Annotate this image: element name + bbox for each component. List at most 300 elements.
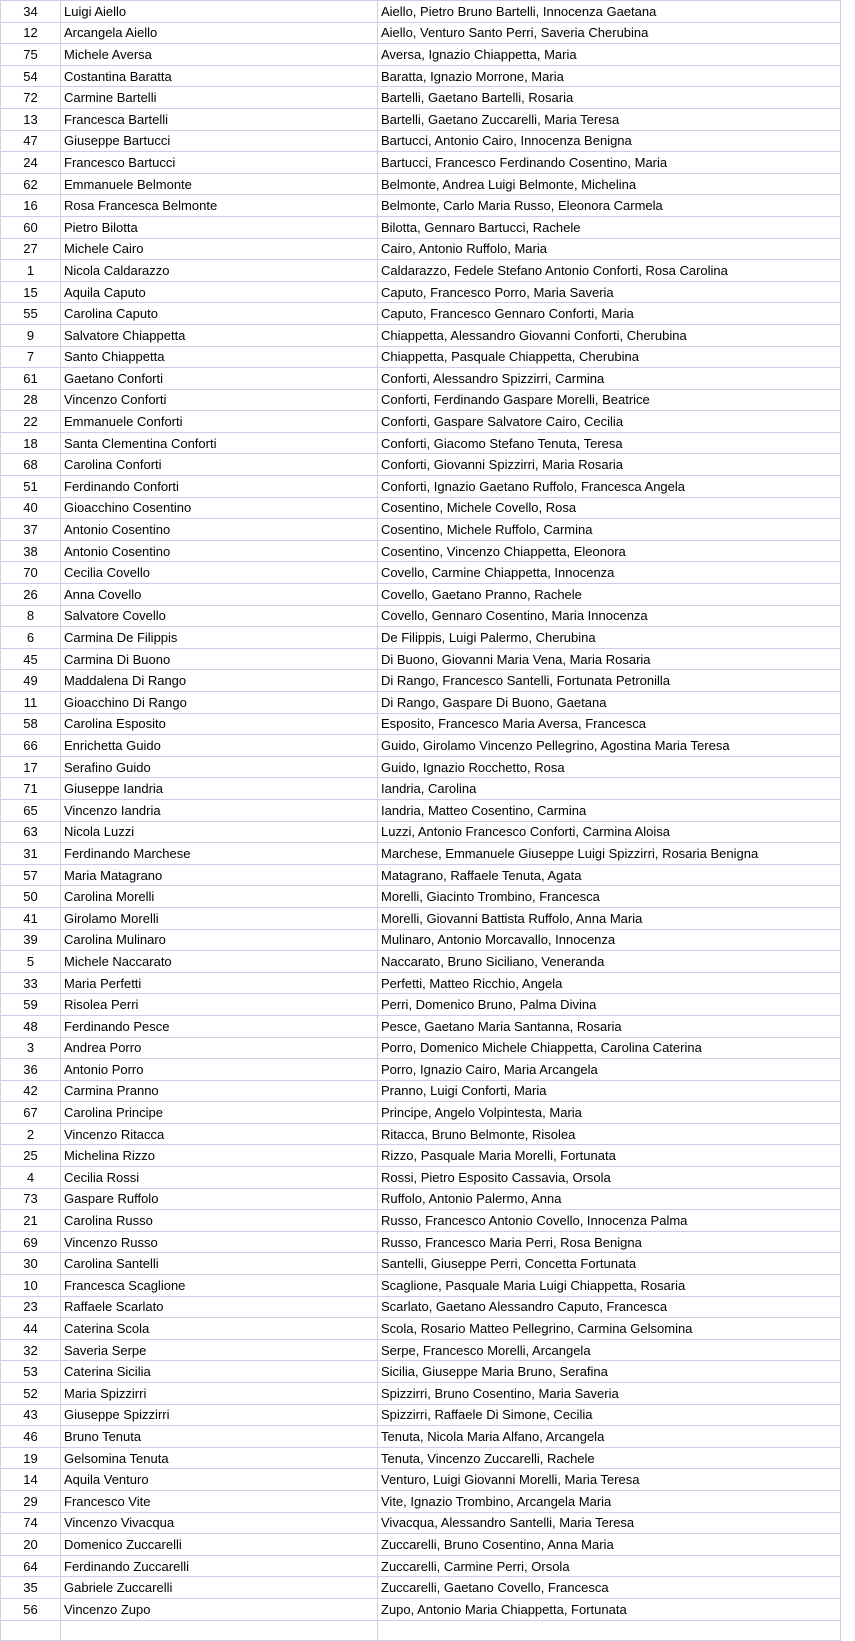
person-name-cell[interactable]: Vincenzo Iandria <box>61 799 378 821</box>
row-number-cell[interactable]: 37 <box>1 519 61 541</box>
parents-cell[interactable]: Caldarazzo, Fedele Stefano Antonio Conforti, Rosa Carolina <box>378 260 841 282</box>
person-name-cell[interactable]: Vincenzo Vivacqua <box>61 1512 378 1534</box>
parents-cell[interactable]: Belmonte, Andrea Luigi Belmonte, Michelina <box>378 173 841 195</box>
table-row[interactable] <box>1 324 841 346</box>
row-number-cell[interactable]: 58 <box>1 713 61 735</box>
person-name-cell[interactable]: Antonio Porro <box>61 1059 378 1081</box>
table-row[interactable] <box>1 1210 841 1232</box>
parents-cell[interactable]: Caputo, Francesco Gennaro Conforti, Maria <box>378 303 841 325</box>
person-name-cell[interactable]: Nicola Luzzi <box>61 821 378 843</box>
parents-cell[interactable]: Pesce, Gaetano Maria Santanna, Rosaria <box>378 1015 841 1037</box>
table-row[interactable] <box>1 1037 841 1059</box>
person-name-cell[interactable]: Antonio Cosentino <box>61 540 378 562</box>
row-number-cell[interactable]: 45 <box>1 648 61 670</box>
row-number-cell[interactable]: 31 <box>1 843 61 865</box>
parents-cell[interactable]: Di Buono, Giovanni Maria Vena, Maria Rosaria <box>378 648 841 670</box>
parents-cell[interactable]: Cairo, Antonio Ruffolo, Maria <box>378 238 841 260</box>
row-number-cell[interactable]: 38 <box>1 540 61 562</box>
person-name-cell[interactable]: Maria Spizzirri <box>61 1383 378 1405</box>
table-row[interactable] <box>1 540 841 562</box>
table-row[interactable] <box>1 1426 841 1448</box>
parents-cell[interactable]: Venturo, Luigi Giovanni Morelli, Maria Teresa <box>378 1469 841 1491</box>
person-name-cell[interactable]: Aquila Caputo <box>61 281 378 303</box>
parents-cell[interactable]: Covello, Gennaro Cosentino, Maria Innocenza <box>378 605 841 627</box>
parents-cell[interactable]: Baratta, Ignazio Morrone, Maria <box>378 65 841 87</box>
row-number-cell[interactable]: 74 <box>1 1512 61 1534</box>
row-number-cell[interactable]: 8 <box>1 605 61 627</box>
table-row[interactable] <box>1 1598 841 1620</box>
table-row[interactable] <box>1 519 841 541</box>
parents-cell[interactable]: Cosentino, Michele Ruffolo, Carmina <box>378 519 841 541</box>
person-name-cell[interactable]: Carolina Santelli <box>61 1253 378 1275</box>
parents-cell[interactable]: Zupo, Antonio Maria Chiappetta, Fortunata <box>378 1598 841 1620</box>
person-name-cell[interactable]: Santa Clementina Conforti <box>61 432 378 454</box>
parents-cell[interactable]: Russo, Francesco Maria Perri, Rosa Benigna <box>378 1231 841 1253</box>
person-name-cell[interactable]: Andrea Porro <box>61 1037 378 1059</box>
parents-cell[interactable]: Conforti, Giacomo Stefano Tenuta, Teresa <box>378 432 841 454</box>
table-row[interactable] <box>1 1447 841 1469</box>
table-row[interactable] <box>1 713 841 735</box>
row-number-cell[interactable]: 63 <box>1 821 61 843</box>
parents-cell[interactable]: Aversa, Ignazio Chiappetta, Maria <box>378 44 841 66</box>
table-row[interactable] <box>1 1383 841 1405</box>
row-number-cell[interactable]: 61 <box>1 368 61 390</box>
parents-cell[interactable]: Principe, Angelo Volpintesta, Maria <box>378 1102 841 1124</box>
person-name-cell[interactable]: Carolina Russo <box>61 1210 378 1232</box>
parents-cell[interactable]: Iandria, Matteo Cosentino, Carmina <box>378 799 841 821</box>
row-number-cell[interactable]: 68 <box>1 454 61 476</box>
row-number-cell[interactable]: 18 <box>1 432 61 454</box>
row-number-cell[interactable]: 15 <box>1 281 61 303</box>
parents-cell[interactable]: Bartucci, Francesco Ferdinando Cosentino, Maria <box>378 152 841 174</box>
table-row[interactable] <box>1 648 841 670</box>
person-name-cell[interactable]: Serafino Guido <box>61 756 378 778</box>
table-row[interactable] <box>1 692 841 714</box>
person-name-cell[interactable]: Gioacchino Cosentino <box>61 497 378 519</box>
row-number-cell[interactable]: 13 <box>1 108 61 130</box>
row-number-cell[interactable]: 66 <box>1 735 61 757</box>
person-name-cell[interactable]: Ferdinando Zuccarelli <box>61 1555 378 1577</box>
table-row[interactable] <box>1 907 841 929</box>
row-number-cell[interactable]: 51 <box>1 476 61 498</box>
row-number-cell[interactable]: 4 <box>1 1167 61 1189</box>
row-number-cell[interactable]: 7 <box>1 346 61 368</box>
table-row[interactable] <box>1 216 841 238</box>
table-row[interactable] <box>1 1361 841 1383</box>
table-row[interactable] <box>1 605 841 627</box>
parents-cell[interactable]: Bartucci, Antonio Cairo, Innocenza Benigna <box>378 130 841 152</box>
person-name-cell[interactable]: Giuseppe Bartucci <box>61 130 378 152</box>
table-row[interactable] <box>1 929 841 951</box>
row-number-cell[interactable]: 5 <box>1 951 61 973</box>
row-number-cell[interactable]: 24 <box>1 152 61 174</box>
table-row[interactable] <box>1 368 841 390</box>
row-number-cell[interactable]: 14 <box>1 1469 61 1491</box>
person-name-cell[interactable]: Cecilia Rossi <box>61 1167 378 1189</box>
parents-cell[interactable]: Scaglione, Pasquale Maria Luigi Chiappetta, Rosaria <box>378 1275 841 1297</box>
person-name-cell[interactable]: Emmanuele Belmonte <box>61 173 378 195</box>
person-name-cell[interactable]: Francesco Bartucci <box>61 152 378 174</box>
parents-cell[interactable]: Luzzi, Antonio Francesco Conforti, Carmina Aloisa <box>378 821 841 843</box>
empty-cell[interactable] <box>61 1620 378 1640</box>
table-row[interactable] <box>1 994 841 1016</box>
table-row[interactable] <box>1 627 841 649</box>
parents-cell[interactable]: Mulinaro, Antonio Morcavallo, Innocenza <box>378 929 841 951</box>
row-number-cell[interactable]: 29 <box>1 1490 61 1512</box>
row-number-cell[interactable]: 62 <box>1 173 61 195</box>
row-number-cell[interactable]: 73 <box>1 1188 61 1210</box>
parents-cell[interactable]: Zuccarelli, Carmine Perri, Orsola <box>378 1555 841 1577</box>
parents-cell[interactable]: Morelli, Giovanni Battista Ruffolo, Anna Maria <box>378 907 841 929</box>
row-number-cell[interactable]: 26 <box>1 584 61 606</box>
row-number-cell[interactable]: 70 <box>1 562 61 584</box>
parents-cell[interactable]: Conforti, Giovanni Spizzirri, Maria Rosaria <box>378 454 841 476</box>
person-name-cell[interactable]: Vincenzo Ritacca <box>61 1123 378 1145</box>
person-name-cell[interactable]: Ferdinando Marchese <box>61 843 378 865</box>
person-name-cell[interactable]: Carolina Mulinaro <box>61 929 378 951</box>
row-number-cell[interactable]: 32 <box>1 1339 61 1361</box>
table-row[interactable] <box>1 389 841 411</box>
parents-cell[interactable]: Tenuta, Vincenzo Zuccarelli, Rachele <box>378 1447 841 1469</box>
row-number-cell[interactable]: 2 <box>1 1123 61 1145</box>
row-number-cell[interactable]: 6 <box>1 627 61 649</box>
row-number-cell[interactable]: 71 <box>1 778 61 800</box>
person-name-cell[interactable]: Caterina Scola <box>61 1318 378 1340</box>
person-name-cell[interactable]: Carolina Conforti <box>61 454 378 476</box>
row-number-cell[interactable]: 49 <box>1 670 61 692</box>
person-name-cell[interactable]: Bruno Tenuta <box>61 1426 378 1448</box>
person-name-cell[interactable]: Carolina Morelli <box>61 886 378 908</box>
row-number-cell[interactable]: 16 <box>1 195 61 217</box>
row-number-cell[interactable]: 10 <box>1 1275 61 1297</box>
person-name-cell[interactable]: Carmina Pranno <box>61 1080 378 1102</box>
table-row[interactable] <box>1 1512 841 1534</box>
table-row[interactable] <box>1 670 841 692</box>
person-name-cell[interactable]: Michele Naccarato <box>61 951 378 973</box>
table-row[interactable] <box>1 1059 841 1081</box>
parents-cell[interactable]: Matagrano, Raffaele Tenuta, Agata <box>378 864 841 886</box>
person-name-cell[interactable]: Francesca Bartelli <box>61 108 378 130</box>
table-row[interactable] <box>1 44 841 66</box>
table-row[interactable] <box>1 1318 841 1340</box>
row-number-cell[interactable]: 34 <box>1 1 61 23</box>
table-row[interactable] <box>1 173 841 195</box>
table-row[interactable] <box>1 951 841 973</box>
person-name-cell[interactable]: Ferdinando Pesce <box>61 1015 378 1037</box>
row-number-cell[interactable]: 47 <box>1 130 61 152</box>
empty-cell[interactable] <box>378 1620 841 1640</box>
person-name-cell[interactable]: Enrichetta Guido <box>61 735 378 757</box>
table-row[interactable] <box>1 735 841 757</box>
table-row[interactable] <box>1 1102 841 1124</box>
person-name-cell[interactable]: Saveria Serpe <box>61 1339 378 1361</box>
parents-cell[interactable]: Di Rango, Gaspare Di Buono, Gaetana <box>378 692 841 714</box>
table-row[interactable] <box>1 1080 841 1102</box>
row-number-cell[interactable]: 33 <box>1 972 61 994</box>
person-name-cell[interactable]: Maria Perfetti <box>61 972 378 994</box>
table-row[interactable] <box>1 1469 841 1491</box>
table-row[interactable] <box>1 562 841 584</box>
table-row[interactable] <box>1 821 841 843</box>
row-number-cell[interactable]: 59 <box>1 994 61 1016</box>
table-row[interactable] <box>1 152 841 174</box>
parents-cell[interactable]: Porro, Ignazio Cairo, Maria Arcangela <box>378 1059 841 1081</box>
row-number-cell[interactable]: 43 <box>1 1404 61 1426</box>
parents-cell[interactable]: Marchese, Emmanuele Giuseppe Luigi Spizzirri, Rosaria Benigna <box>378 843 841 865</box>
person-name-cell[interactable]: Carmina Di Buono <box>61 648 378 670</box>
parents-cell[interactable]: Esposito, Francesco Maria Aversa, Francesca <box>378 713 841 735</box>
empty-row[interactable] <box>1 1620 841 1640</box>
parents-cell[interactable]: Spizzirri, Bruno Cosentino, Maria Saveria <box>378 1383 841 1405</box>
parents-cell[interactable]: Iandria, Carolina <box>378 778 841 800</box>
row-number-cell[interactable]: 36 <box>1 1059 61 1081</box>
person-name-cell[interactable]: Carolina Principe <box>61 1102 378 1124</box>
person-name-cell[interactable]: Raffaele Scarlato <box>61 1296 378 1318</box>
table-row[interactable] <box>1 1145 841 1167</box>
table-row[interactable] <box>1 584 841 606</box>
person-name-cell[interactable]: Francesca Scaglione <box>61 1275 378 1297</box>
row-number-cell[interactable]: 41 <box>1 907 61 929</box>
table-row[interactable] <box>1 1577 841 1599</box>
person-name-cell[interactable]: Cecilia Covello <box>61 562 378 584</box>
table-row[interactable] <box>1 1339 841 1361</box>
person-name-cell[interactable]: Luigi Aiello <box>61 1 378 23</box>
person-name-cell[interactable]: Domenico Zuccarelli <box>61 1534 378 1556</box>
person-name-cell[interactable]: Pietro Bilotta <box>61 216 378 238</box>
table-row[interactable] <box>1 87 841 109</box>
table-row[interactable] <box>1 1490 841 1512</box>
parents-cell[interactable]: Russo, Francesco Antonio Covello, Innocenza Palma <box>378 1210 841 1232</box>
person-name-cell[interactable]: Vincenzo Conforti <box>61 389 378 411</box>
row-number-cell[interactable]: 48 <box>1 1015 61 1037</box>
parents-cell[interactable]: Ruffolo, Antonio Palermo, Anna <box>378 1188 841 1210</box>
table-row[interactable] <box>1 260 841 282</box>
row-number-cell[interactable]: 55 <box>1 303 61 325</box>
row-number-cell[interactable]: 46 <box>1 1426 61 1448</box>
parents-cell[interactable]: Conforti, Alessandro Spizzirri, Carmina <box>378 368 841 390</box>
parents-cell[interactable]: Guido, Ignazio Rocchetto, Rosa <box>378 756 841 778</box>
person-name-cell[interactable]: Antonio Cosentino <box>61 519 378 541</box>
table-row[interactable] <box>1 864 841 886</box>
table-row[interactable] <box>1 65 841 87</box>
person-name-cell[interactable]: Salvatore Covello <box>61 605 378 627</box>
row-number-cell[interactable]: 3 <box>1 1037 61 1059</box>
person-name-cell[interactable]: Risolea Perri <box>61 994 378 1016</box>
person-name-cell[interactable]: Vincenzo Zupo <box>61 1598 378 1620</box>
empty-cell[interactable] <box>1 1620 61 1640</box>
row-number-cell[interactable]: 23 <box>1 1296 61 1318</box>
row-number-cell[interactable]: 69 <box>1 1231 61 1253</box>
parents-cell[interactable]: Scarlato, Gaetano Alessandro Caputo, Francesca <box>378 1296 841 1318</box>
person-name-cell[interactable]: Michelina Rizzo <box>61 1145 378 1167</box>
parents-cell[interactable]: Porro, Domenico Michele Chiappetta, Carolina Caterina <box>378 1037 841 1059</box>
person-name-cell[interactable]: Santo Chiappetta <box>61 346 378 368</box>
table-row[interactable] <box>1 432 841 454</box>
table-row[interactable] <box>1 1296 841 1318</box>
parents-cell[interactable]: Covello, Carmine Chiappetta, Innocenza <box>378 562 841 584</box>
parents-cell[interactable]: Ritacca, Bruno Belmonte, Risolea <box>378 1123 841 1145</box>
person-name-cell[interactable]: Carolina Esposito <box>61 713 378 735</box>
person-name-cell[interactable]: Gaspare Ruffolo <box>61 1188 378 1210</box>
row-number-cell[interactable]: 35 <box>1 1577 61 1599</box>
row-number-cell[interactable]: 42 <box>1 1080 61 1102</box>
person-name-cell[interactable]: Gaetano Conforti <box>61 368 378 390</box>
table-row[interactable] <box>1 843 841 865</box>
person-name-cell[interactable]: Arcangela Aiello <box>61 22 378 44</box>
table-row[interactable] <box>1 1275 841 1297</box>
table-row[interactable] <box>1 476 841 498</box>
table-row[interactable] <box>1 411 841 433</box>
parents-cell[interactable]: Caputo, Francesco Porro, Maria Saveria <box>378 281 841 303</box>
parents-cell[interactable]: Tenuta, Nicola Maria Alfano, Arcangela <box>378 1426 841 1448</box>
person-name-cell[interactable]: Nicola Caldarazzo <box>61 260 378 282</box>
table-row[interactable] <box>1 346 841 368</box>
person-name-cell[interactable]: Gioacchino Di Rango <box>61 692 378 714</box>
parents-cell[interactable]: Di Rango, Francesco Santelli, Fortunata Petronilla <box>378 670 841 692</box>
parents-cell[interactable]: De Filippis, Luigi Palermo, Cherubina <box>378 627 841 649</box>
parents-cell[interactable]: Scola, Rosario Matteo Pellegrino, Carmina Gelsomina <box>378 1318 841 1340</box>
row-number-cell[interactable]: 65 <box>1 799 61 821</box>
parents-cell[interactable]: Cosentino, Michele Covello, Rosa <box>378 497 841 519</box>
parents-cell[interactable]: Bartelli, Gaetano Bartelli, Rosaria <box>378 87 841 109</box>
person-name-cell[interactable]: Carmine Bartelli <box>61 87 378 109</box>
parents-cell[interactable]: Conforti, Ferdinando Gaspare Morelli, Beatrice <box>378 389 841 411</box>
person-name-cell[interactable]: Rosa Francesca Belmonte <box>61 195 378 217</box>
row-number-cell[interactable]: 22 <box>1 411 61 433</box>
row-number-cell[interactable]: 30 <box>1 1253 61 1275</box>
row-number-cell[interactable]: 64 <box>1 1555 61 1577</box>
row-number-cell[interactable]: 50 <box>1 886 61 908</box>
row-number-cell[interactable]: 57 <box>1 864 61 886</box>
row-number-cell[interactable]: 52 <box>1 1383 61 1405</box>
table-row[interactable] <box>1 130 841 152</box>
parents-cell[interactable]: Bilotta, Gennaro Bartucci, Rachele <box>378 216 841 238</box>
parents-cell[interactable]: Covello, Gaetano Pranno, Rachele <box>378 584 841 606</box>
table-row[interactable] <box>1 1555 841 1577</box>
table-row[interactable] <box>1 1404 841 1426</box>
table-row[interactable] <box>1 1253 841 1275</box>
table-row[interactable] <box>1 778 841 800</box>
person-name-cell[interactable]: Aquila Venturo <box>61 1469 378 1491</box>
row-number-cell[interactable]: 72 <box>1 87 61 109</box>
person-name-cell[interactable]: Emmanuele Conforti <box>61 411 378 433</box>
table-row[interactable] <box>1 303 841 325</box>
parents-cell[interactable]: Vivacqua, Alessandro Santelli, Maria Teresa <box>378 1512 841 1534</box>
row-number-cell[interactable]: 75 <box>1 44 61 66</box>
person-name-cell[interactable]: Girolamo Morelli <box>61 907 378 929</box>
parents-cell[interactable]: Conforti, Gaspare Salvatore Cairo, Cecilia <box>378 411 841 433</box>
parents-cell[interactable]: Aiello, Venturo Santo Perri, Saveria Cherubina <box>378 22 841 44</box>
row-number-cell[interactable]: 25 <box>1 1145 61 1167</box>
person-name-cell[interactable]: Michele Cairo <box>61 238 378 260</box>
parents-cell[interactable]: Rizzo, Pasquale Maria Morelli, Fortunata <box>378 1145 841 1167</box>
person-name-cell[interactable]: Maddalena Di Rango <box>61 670 378 692</box>
parents-cell[interactable]: Zuccarelli, Bruno Cosentino, Anna Maria <box>378 1534 841 1556</box>
table-row[interactable] <box>1 1534 841 1556</box>
person-name-cell[interactable]: Salvatore Chiappetta <box>61 324 378 346</box>
parents-cell[interactable]: Sicilia, Giuseppe Maria Bruno, Serafina <box>378 1361 841 1383</box>
person-name-cell[interactable]: Francesco Vite <box>61 1490 378 1512</box>
table-row[interactable] <box>1 972 841 994</box>
table-row[interactable] <box>1 1231 841 1253</box>
parents-cell[interactable]: Conforti, Ignazio Gaetano Ruffolo, Francesca Angela <box>378 476 841 498</box>
parents-cell[interactable]: Serpe, Francesco Morelli, Arcangela <box>378 1339 841 1361</box>
parents-cell[interactable]: Belmonte, Carlo Maria Russo, Eleonora Carmela <box>378 195 841 217</box>
table-row[interactable] <box>1 799 841 821</box>
person-name-cell[interactable]: Caterina Sicilia <box>61 1361 378 1383</box>
table-row[interactable] <box>1 281 841 303</box>
row-number-cell[interactable]: 53 <box>1 1361 61 1383</box>
row-number-cell[interactable]: 17 <box>1 756 61 778</box>
person-name-cell[interactable]: Carmina De Filippis <box>61 627 378 649</box>
parents-cell[interactable]: Cosentino, Vincenzo Chiappetta, Eleonora <box>378 540 841 562</box>
parents-cell[interactable]: Guido, Girolamo Vincenzo Pellegrino, Agostina Maria Teresa <box>378 735 841 757</box>
parents-cell[interactable]: Zuccarelli, Gaetano Covello, Francesca <box>378 1577 841 1599</box>
table-row[interactable] <box>1 454 841 476</box>
parents-cell[interactable]: Chiappetta, Alessandro Giovanni Conforti, Cherubina <box>378 324 841 346</box>
table-row[interactable] <box>1 497 841 519</box>
table-row[interactable] <box>1 756 841 778</box>
row-number-cell[interactable]: 54 <box>1 65 61 87</box>
row-number-cell[interactable]: 40 <box>1 497 61 519</box>
person-name-cell[interactable]: Anna Covello <box>61 584 378 606</box>
parents-cell[interactable]: Rossi, Pietro Esposito Cassavia, Orsola <box>378 1167 841 1189</box>
table-row[interactable] <box>1 1123 841 1145</box>
row-number-cell[interactable]: 12 <box>1 22 61 44</box>
row-number-cell[interactable]: 1 <box>1 260 61 282</box>
parents-cell[interactable]: Bartelli, Gaetano Zuccarelli, Maria Teresa <box>378 108 841 130</box>
table-row[interactable] <box>1 886 841 908</box>
parents-cell[interactable]: Perri, Domenico Bruno, Palma Divina <box>378 994 841 1016</box>
parents-cell[interactable]: Chiappetta, Pasquale Chiappetta, Cherubina <box>378 346 841 368</box>
row-number-cell[interactable]: 19 <box>1 1447 61 1469</box>
row-number-cell[interactable]: 56 <box>1 1598 61 1620</box>
table-row[interactable] <box>1 1188 841 1210</box>
parents-cell[interactable]: Perfetti, Matteo Ricchio, Angela <box>378 972 841 994</box>
row-number-cell[interactable]: 20 <box>1 1534 61 1556</box>
table-row[interactable] <box>1 1015 841 1037</box>
row-number-cell[interactable]: 27 <box>1 238 61 260</box>
person-name-cell[interactable]: Michele Aversa <box>61 44 378 66</box>
table-row[interactable] <box>1 238 841 260</box>
row-number-cell[interactable]: 9 <box>1 324 61 346</box>
table-row[interactable] <box>1 195 841 217</box>
table-row[interactable] <box>1 22 841 44</box>
person-name-cell[interactable]: Ferdinando Conforti <box>61 476 378 498</box>
person-name-cell[interactable]: Vincenzo Russo <box>61 1231 378 1253</box>
parents-cell[interactable]: Spizzirri, Raffaele Di Simone, Cecilia <box>378 1404 841 1426</box>
person-name-cell[interactable]: Gabriele Zuccarelli <box>61 1577 378 1599</box>
person-name-cell[interactable]: Costantina Baratta <box>61 65 378 87</box>
table-row[interactable] <box>1 1 841 23</box>
person-name-cell[interactable]: Giuseppe Spizzirri <box>61 1404 378 1426</box>
parents-cell[interactable]: Santelli, Giuseppe Perri, Concetta Fortunata <box>378 1253 841 1275</box>
parents-cell[interactable]: Vite, Ignazio Trombino, Arcangela Maria <box>378 1490 841 1512</box>
table-row[interactable] <box>1 108 841 130</box>
person-name-cell[interactable]: Carolina Caputo <box>61 303 378 325</box>
parents-cell[interactable]: Morelli, Giacinto Trombino, Francesca <box>378 886 841 908</box>
row-number-cell[interactable]: 11 <box>1 692 61 714</box>
parents-cell[interactable]: Aiello, Pietro Bruno Bartelli, Innocenza Gaetana <box>378 1 841 23</box>
row-number-cell[interactable]: 21 <box>1 1210 61 1232</box>
row-number-cell[interactable]: 60 <box>1 216 61 238</box>
table-row[interactable] <box>1 1167 841 1189</box>
person-name-cell[interactable]: Maria Matagrano <box>61 864 378 886</box>
row-number-cell[interactable]: 44 <box>1 1318 61 1340</box>
parents-cell[interactable]: Naccarato, Bruno Siciliano, Veneranda <box>378 951 841 973</box>
row-number-cell[interactable]: 39 <box>1 929 61 951</box>
row-number-cell[interactable]: 67 <box>1 1102 61 1124</box>
